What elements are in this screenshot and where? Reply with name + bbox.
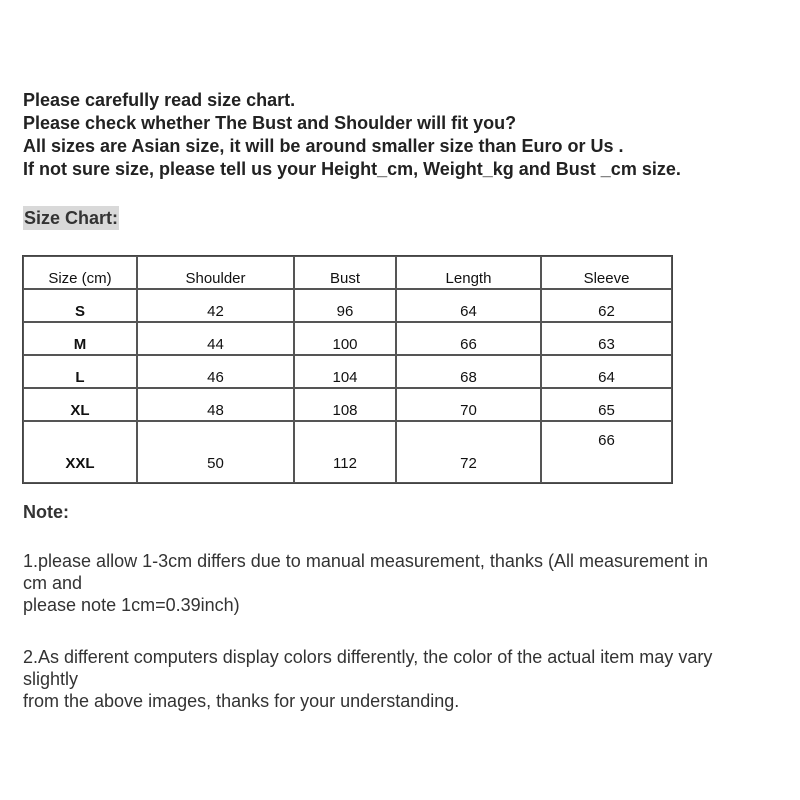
table-row (23, 388, 672, 421)
cell-shoulder: 48 (137, 388, 294, 421)
note-2 (23, 646, 793, 712)
cell-bust: 100 (294, 322, 396, 355)
cell-size: L (23, 355, 137, 388)
cell-shoulder: 42 (137, 289, 294, 322)
note-line: 2.As different computers display colors differently, the color of the actual item may vary (23, 647, 713, 667)
intro-line: All sizes are Asian size, it will be around smaller size than Euro or Us . (23, 136, 624, 156)
table-header-row (23, 256, 672, 289)
cell-length: 66 (396, 322, 541, 355)
cell-sleeve: 65 (541, 388, 672, 421)
header-sleeve: Sleeve (541, 256, 672, 289)
note-line: slightly (23, 669, 79, 689)
cell-bust: 104 (294, 355, 396, 388)
intro-text (23, 89, 681, 181)
cell-length: 72 (396, 421, 541, 483)
cell-shoulder: 46 (137, 355, 294, 388)
note-line: please note 1cm=0.39inch) (23, 595, 240, 615)
note-1 (23, 550, 793, 616)
table-row (23, 355, 672, 388)
size-chart-heading: Size Chart: (24, 208, 119, 228)
size-table (22, 255, 673, 484)
cell-sleeve: 66 (541, 421, 672, 483)
cell-size: XXL (23, 421, 137, 483)
note-line: 1.please allow 1-3cm differs due to manual measurement, thanks (All measurement in (23, 551, 709, 571)
cell-sleeve: 64 (541, 355, 672, 388)
note-title: Note: (23, 502, 69, 522)
intro-line: Please carefully read size chart. (23, 90, 296, 110)
cell-sleeve: 62 (541, 289, 672, 322)
cell-size: XL (23, 388, 137, 421)
header-length: Length (396, 256, 541, 289)
cell-sleeve: 63 (541, 322, 672, 355)
note-line: cm and (23, 573, 83, 593)
table-row (23, 421, 672, 483)
cell-size: M (23, 322, 137, 355)
cell-bust: 108 (294, 388, 396, 421)
header-shoulder: Shoulder (137, 256, 294, 289)
header-bust: Bust (294, 256, 396, 289)
cell-shoulder: 50 (137, 421, 294, 483)
cell-length: 68 (396, 355, 541, 388)
cell-bust: 112 (294, 421, 396, 483)
header-size: Size (cm) (23, 256, 137, 289)
cell-size: S (23, 289, 137, 322)
cell-length: 70 (396, 388, 541, 421)
table-row (23, 289, 672, 322)
intro-line: If not sure size, please tell us your Height_cm, Weight_kg and Bust _cm size. (23, 159, 681, 179)
intro-line: Please check whether The Bust and Shoulder will fit you? (23, 113, 517, 133)
cell-shoulder: 44 (137, 322, 294, 355)
note-line: from the above images, thanks for your understanding. (23, 691, 460, 711)
cell-bust: 96 (294, 289, 396, 322)
table-row (23, 322, 672, 355)
cell-length: 64 (396, 289, 541, 322)
